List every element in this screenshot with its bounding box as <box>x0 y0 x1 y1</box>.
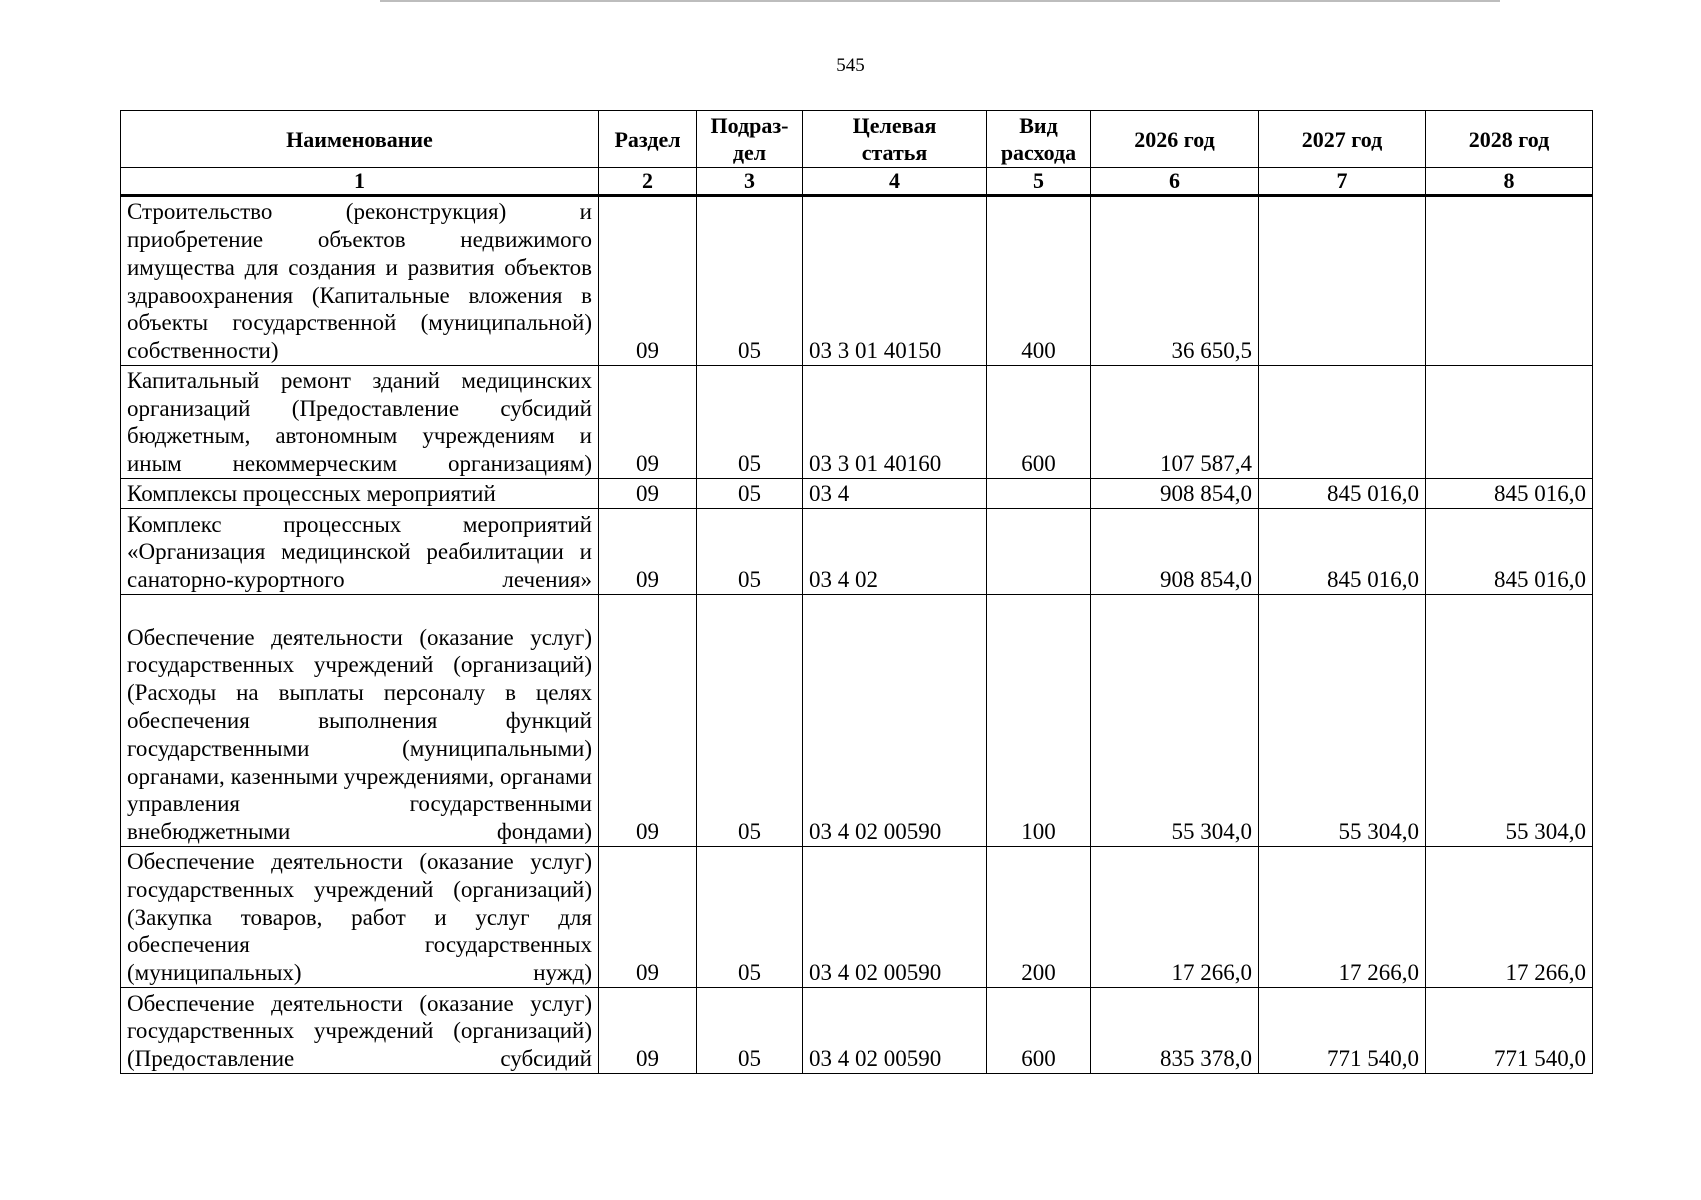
row-2026: 107 587,4 <box>1091 366 1259 479</box>
row-article: 03 4 02 <box>803 509 987 595</box>
row-name: Обеспечение деятельности (оказание услуг) государственных учреждений (организаций) (Расходы на выплаты персоналу в целях обеспечения выполнения функций государственными (муниципальными) органами, казенными учреждениями, органами управления государственными внебюджетными фондами) <box>121 595 599 847</box>
row-2026: 17 266,0 <box>1091 847 1259 988</box>
table-row <box>121 595 1593 847</box>
row-2028: 17 266,0 <box>1426 847 1593 988</box>
col-header-razdel: Раздел <box>599 111 697 168</box>
row-2028: 771 540,0 <box>1426 988 1593 1074</box>
row-2026: 55 304,0 <box>1091 595 1259 847</box>
row-podrazdel: 05 <box>697 196 803 366</box>
col-num-4: 4 <box>803 168 987 196</box>
column-number-row <box>121 168 1593 196</box>
row-2027 <box>1259 196 1426 366</box>
row-razdel: 09 <box>599 988 697 1074</box>
row-vid <box>987 479 1091 509</box>
row-name: Комплекс процессных мероприятий «Организация медицинской реабилитации и санаторно-курортного лечения» <box>121 509 599 595</box>
row-article: 03 4 02 00590 <box>803 595 987 847</box>
row-name: Строительство (реконструкция) и приобретение объектов недвижимого имущества для создания и развития объектов здравоохранения (Капитальные вложения в объекты государственной (муниципальной) собственности) <box>121 196 599 366</box>
row-vid: 200 <box>987 847 1091 988</box>
table-row <box>121 988 1593 1074</box>
col-header-vid-label: Вид расхода <box>1000 113 1077 165</box>
row-vid: 600 <box>987 988 1091 1074</box>
col-num-6: 6 <box>1091 168 1259 196</box>
row-name: Комплексы процессных мероприятий <box>121 479 599 509</box>
scan-top-edge <box>380 0 1500 2</box>
row-podrazdel: 05 <box>697 366 803 479</box>
row-podrazdel: 05 <box>697 988 803 1074</box>
row-2027: 17 266,0 <box>1259 847 1426 988</box>
row-podrazdel: 05 <box>697 595 803 847</box>
row-article: 03 3 01 40160 <box>803 366 987 479</box>
col-header-name: Наименование <box>121 111 599 168</box>
table-row <box>121 847 1593 988</box>
col-header-podrazdel-label: Подраз-дел <box>710 113 789 165</box>
row-2026: 36 650,5 <box>1091 196 1259 366</box>
row-2028: 845 016,0 <box>1426 479 1593 509</box>
row-2028 <box>1426 196 1593 366</box>
col-header-2027: 2027 год <box>1259 111 1426 168</box>
row-vid <box>987 509 1091 595</box>
row-2026: 908 854,0 <box>1091 509 1259 595</box>
row-name: Капитальный ремонт зданий медицинских организаций (Предоставление субсидий бюджетным, автономным учреждениям и иным некоммерческим организациям) <box>121 366 599 479</box>
row-razdel: 09 <box>599 479 697 509</box>
row-article: 03 4 <box>803 479 987 509</box>
row-article: 03 4 02 00590 <box>803 988 987 1074</box>
row-podrazdel: 05 <box>697 479 803 509</box>
row-vid: 400 <box>987 196 1091 366</box>
col-header-article <box>803 111 987 168</box>
col-num-3: 3 <box>697 168 803 196</box>
row-razdel: 09 <box>599 847 697 988</box>
col-num-2: 2 <box>599 168 697 196</box>
row-2027 <box>1259 366 1426 479</box>
row-name: Обеспечение деятельности (оказание услуг) государственных учреждений (организаций) (Предоставление субсидий <box>121 988 599 1074</box>
header-row <box>121 111 1593 168</box>
row-2026: 908 854,0 <box>1091 479 1259 509</box>
col-num-8: 8 <box>1426 168 1593 196</box>
col-num-5: 5 <box>987 168 1091 196</box>
row-2027: 845 016,0 <box>1259 479 1426 509</box>
col-header-vid <box>987 111 1091 168</box>
row-podrazdel: 05 <box>697 509 803 595</box>
col-header-2026: 2026 год <box>1091 111 1259 168</box>
row-razdel: 09 <box>599 366 697 479</box>
row-2027: 55 304,0 <box>1259 595 1426 847</box>
row-2028: 845 016,0 <box>1426 509 1593 595</box>
table-row <box>121 366 1593 479</box>
row-vid: 600 <box>987 366 1091 479</box>
row-2028: 55 304,0 <box>1426 595 1593 847</box>
row-article: 03 4 02 00590 <box>803 847 987 988</box>
row-podrazdel: 05 <box>697 847 803 988</box>
col-num-1: 1 <box>121 168 599 196</box>
row-razdel: 09 <box>599 196 697 366</box>
row-2028 <box>1426 366 1593 479</box>
table-row <box>121 196 1593 366</box>
row-2027: 845 016,0 <box>1259 509 1426 595</box>
row-vid: 100 <box>987 595 1091 847</box>
col-header-podrazdel <box>697 111 803 168</box>
col-header-article-label: Целевая статья <box>852 113 937 165</box>
row-razdel: 09 <box>599 509 697 595</box>
row-name: Обеспечение деятельности (оказание услуг) государственных учреждений (организаций) (Закупка товаров, работ и услуг для обеспечения государственных (муниципальных) нужд) <box>121 847 599 988</box>
col-num-7: 7 <box>1259 168 1426 196</box>
budget-table <box>120 110 1593 1074</box>
table-row <box>121 509 1593 595</box>
page-number: 545 <box>836 55 865 76</box>
table-row <box>121 479 1593 509</box>
row-razdel: 09 <box>599 595 697 847</box>
row-article: 03 3 01 40150 <box>803 196 987 366</box>
row-2026: 835 378,0 <box>1091 988 1259 1074</box>
row-2027: 771 540,0 <box>1259 988 1426 1074</box>
col-header-2028: 2028 год <box>1426 111 1593 168</box>
